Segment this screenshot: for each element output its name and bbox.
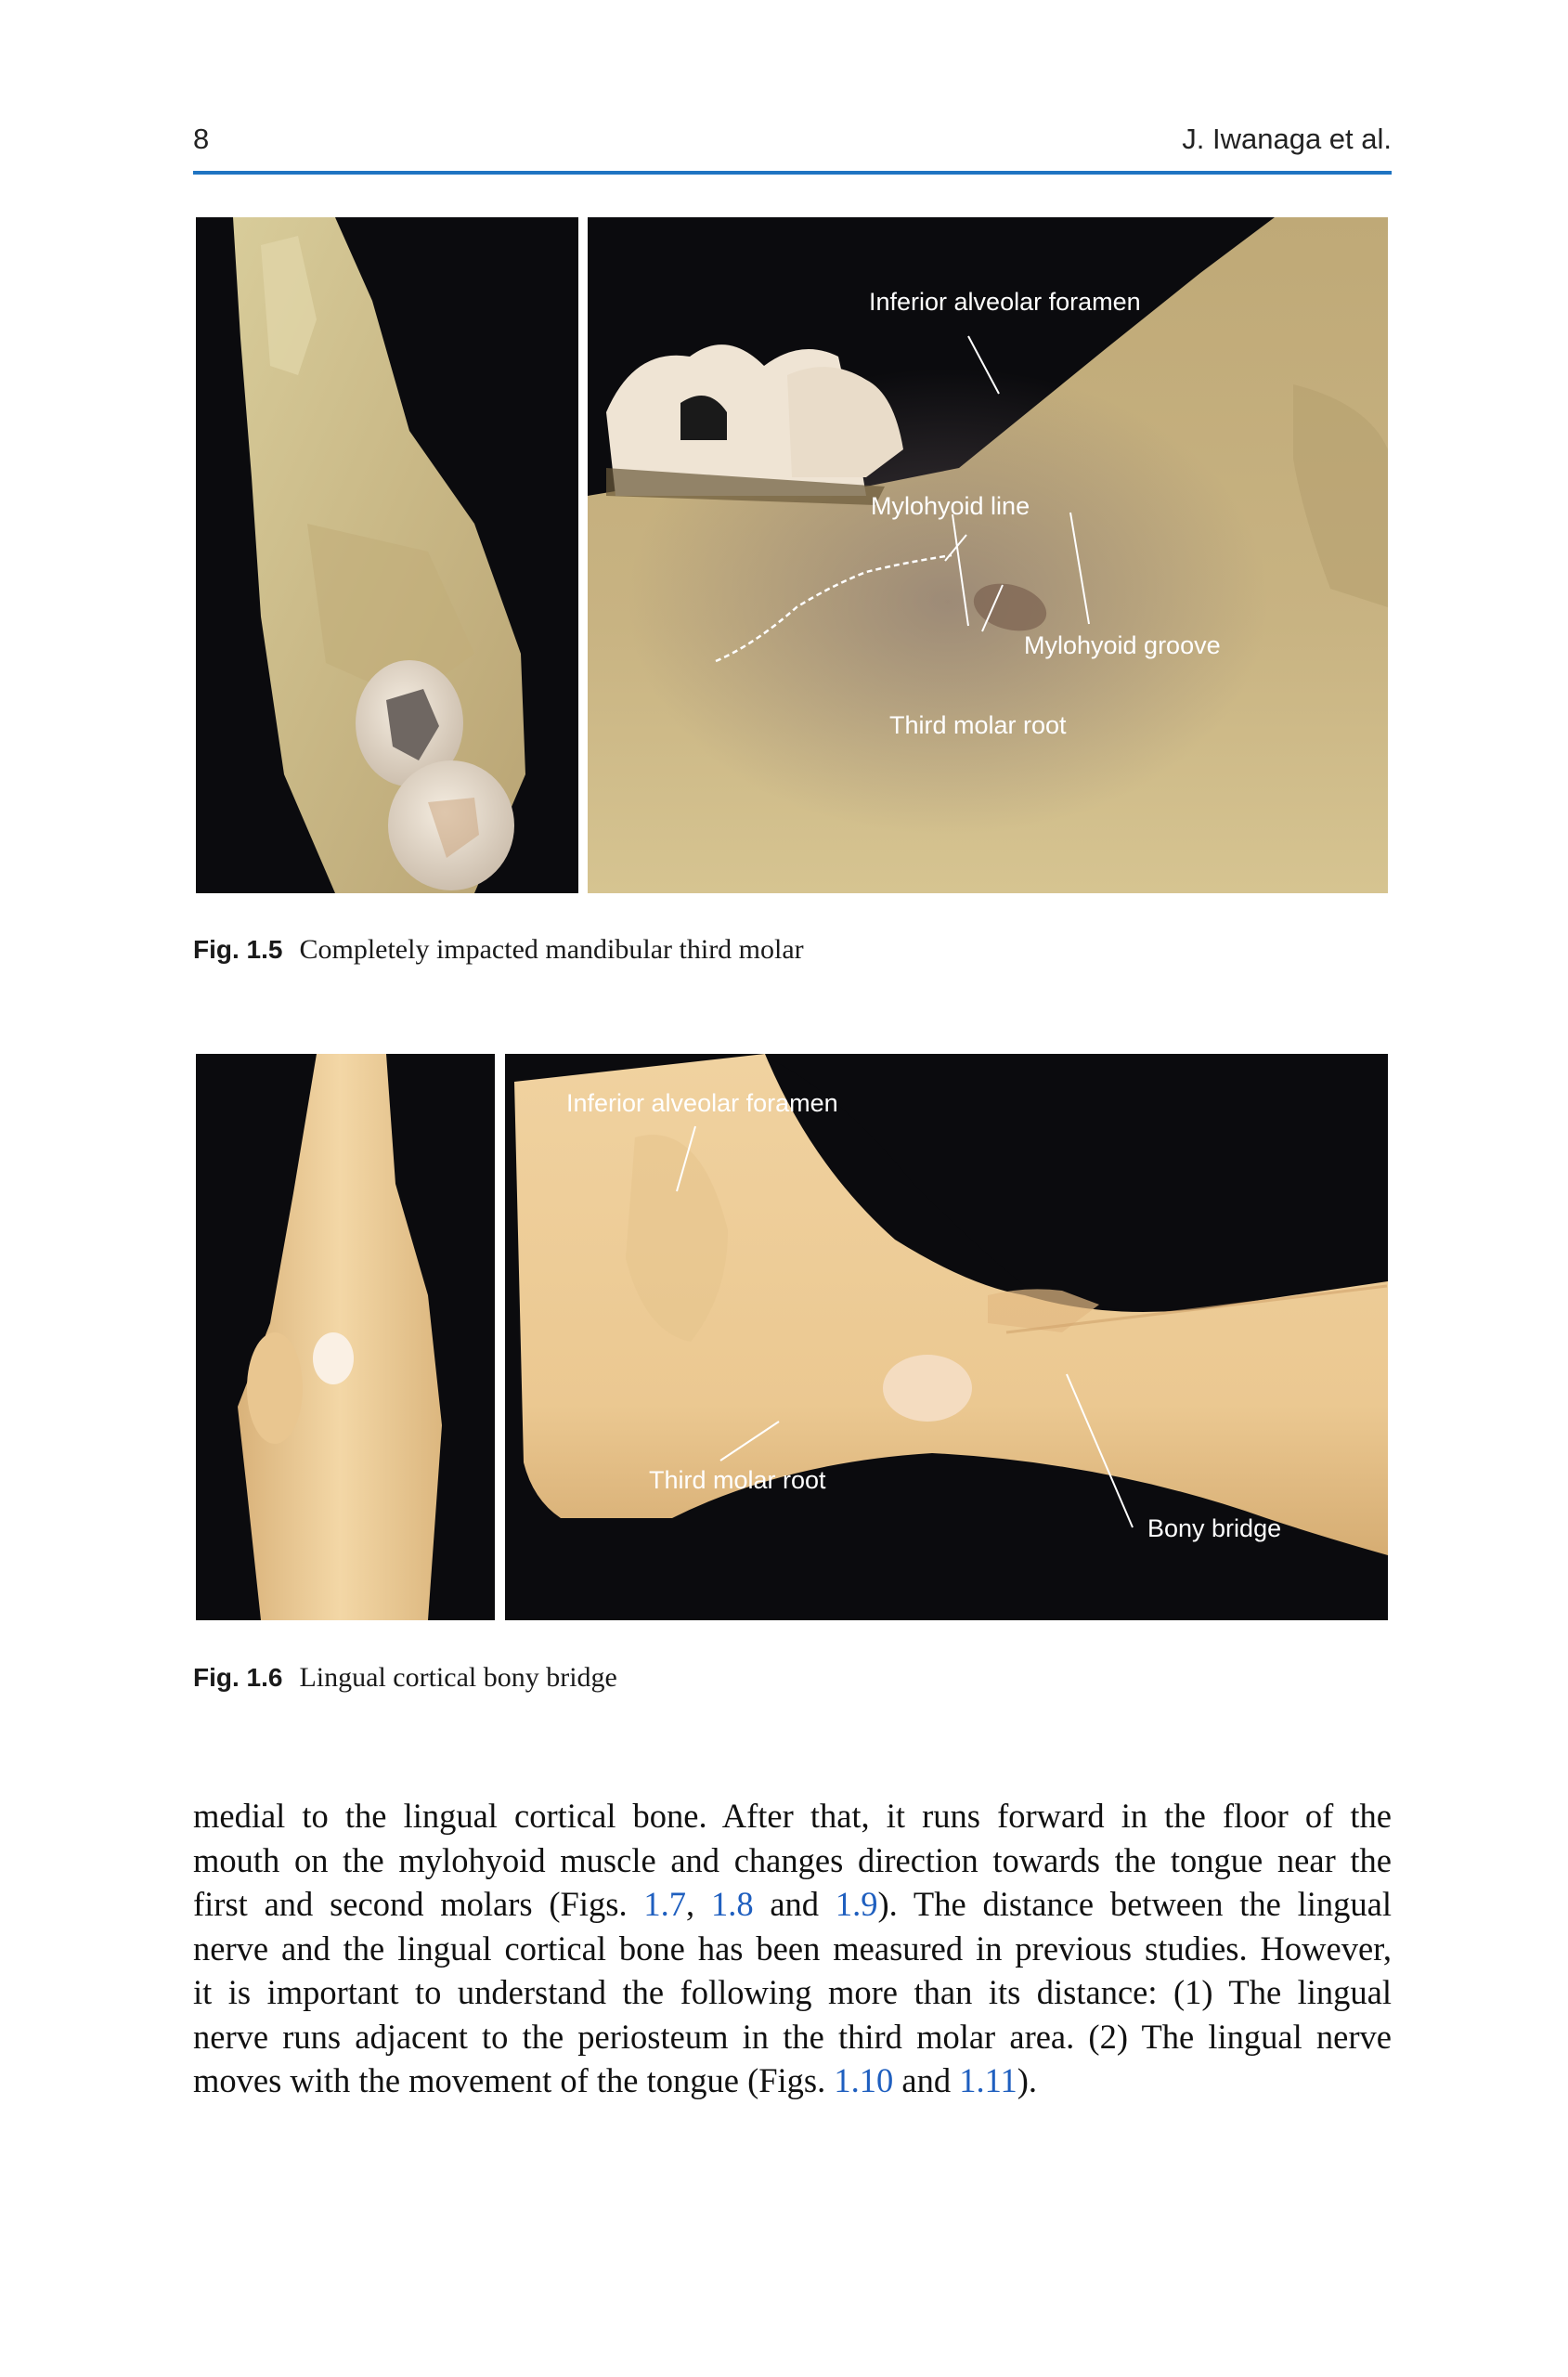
figure-1-6-caption-label: Fig. 1.6 (193, 1663, 283, 1692)
body-line: it is important to understand the following more than its distance: (1) The lingual (193, 1973, 1392, 2011)
figure-1-5-annotations (588, 217, 1388, 893)
figure-1-5-left-photo (196, 217, 578, 893)
label-bony-bridge: Bony bridge (1147, 1514, 1282, 1542)
header-rule (193, 171, 1392, 175)
label-inferior-alveolar-foramen: Inferior alveolar foramen (869, 288, 1141, 316)
fig-ref-1-10[interactable]: 1.10 (834, 2061, 894, 2099)
figure-1-6-annotations (505, 1054, 1388, 1620)
page-number: 8 (193, 123, 210, 155)
figure-1-6-caption (193, 1662, 617, 1694)
label-mylohyoid-line: Mylohyoid line (871, 492, 1030, 520)
running-head-authors: J. Iwanaga et al. (1182, 123, 1392, 155)
figure-1-5-caption-text: Completely impacted mandibular third molar (299, 934, 804, 965)
body-line: medial to the lingual cortical bone. After that, it runs forward in the floor of the (193, 1797, 1392, 1835)
body-line: nerve runs adjacent to the periosteum in the third molar area. (2) The lingual nerve (193, 2017, 1392, 2056)
body-line: first and second molars (Figs. 1.7, 1.8 and 1.9). The distance between the lingual (193, 1885, 1393, 1923)
figure-1-6-left-photo (196, 1054, 495, 1620)
figure-1-6-caption-text: Lingual cortical bony bridge (299, 1662, 617, 1693)
fig-ref-1-8[interactable]: 1.8 (710, 1885, 754, 1923)
fig-ref-1-11[interactable]: 1.11 (959, 2061, 1017, 2099)
body-line: moves with the movement of the tongue (Figs. 1.10 and 1.11). (193, 2061, 1038, 2099)
figure-1-5-caption (193, 934, 804, 966)
fig-ref-1-9[interactable]: 1.9 (835, 1885, 878, 1923)
body-line: nerve and the lingual cortical bone has been measured in previous studies. However, (193, 1929, 1392, 1968)
label-third-molar-root: Third molar root (889, 711, 1067, 739)
body-paragraph (193, 1794, 1392, 2103)
figure-1-5-caption-label: Fig. 1.5 (193, 935, 283, 964)
fig-ref-1-7[interactable]: 1.7 (643, 1885, 686, 1923)
label-third-molar-root-2: Third molar root (649, 1466, 826, 1494)
label-inferior-alveolar-foramen-2: Inferior alveolar foramen (566, 1089, 838, 1117)
body-line: mouth on the mylohyoid muscle and changes direction towards the tongue near the (193, 1840, 1392, 1879)
label-mylohyoid-groove: Mylohyoid groove (1024, 631, 1221, 659)
